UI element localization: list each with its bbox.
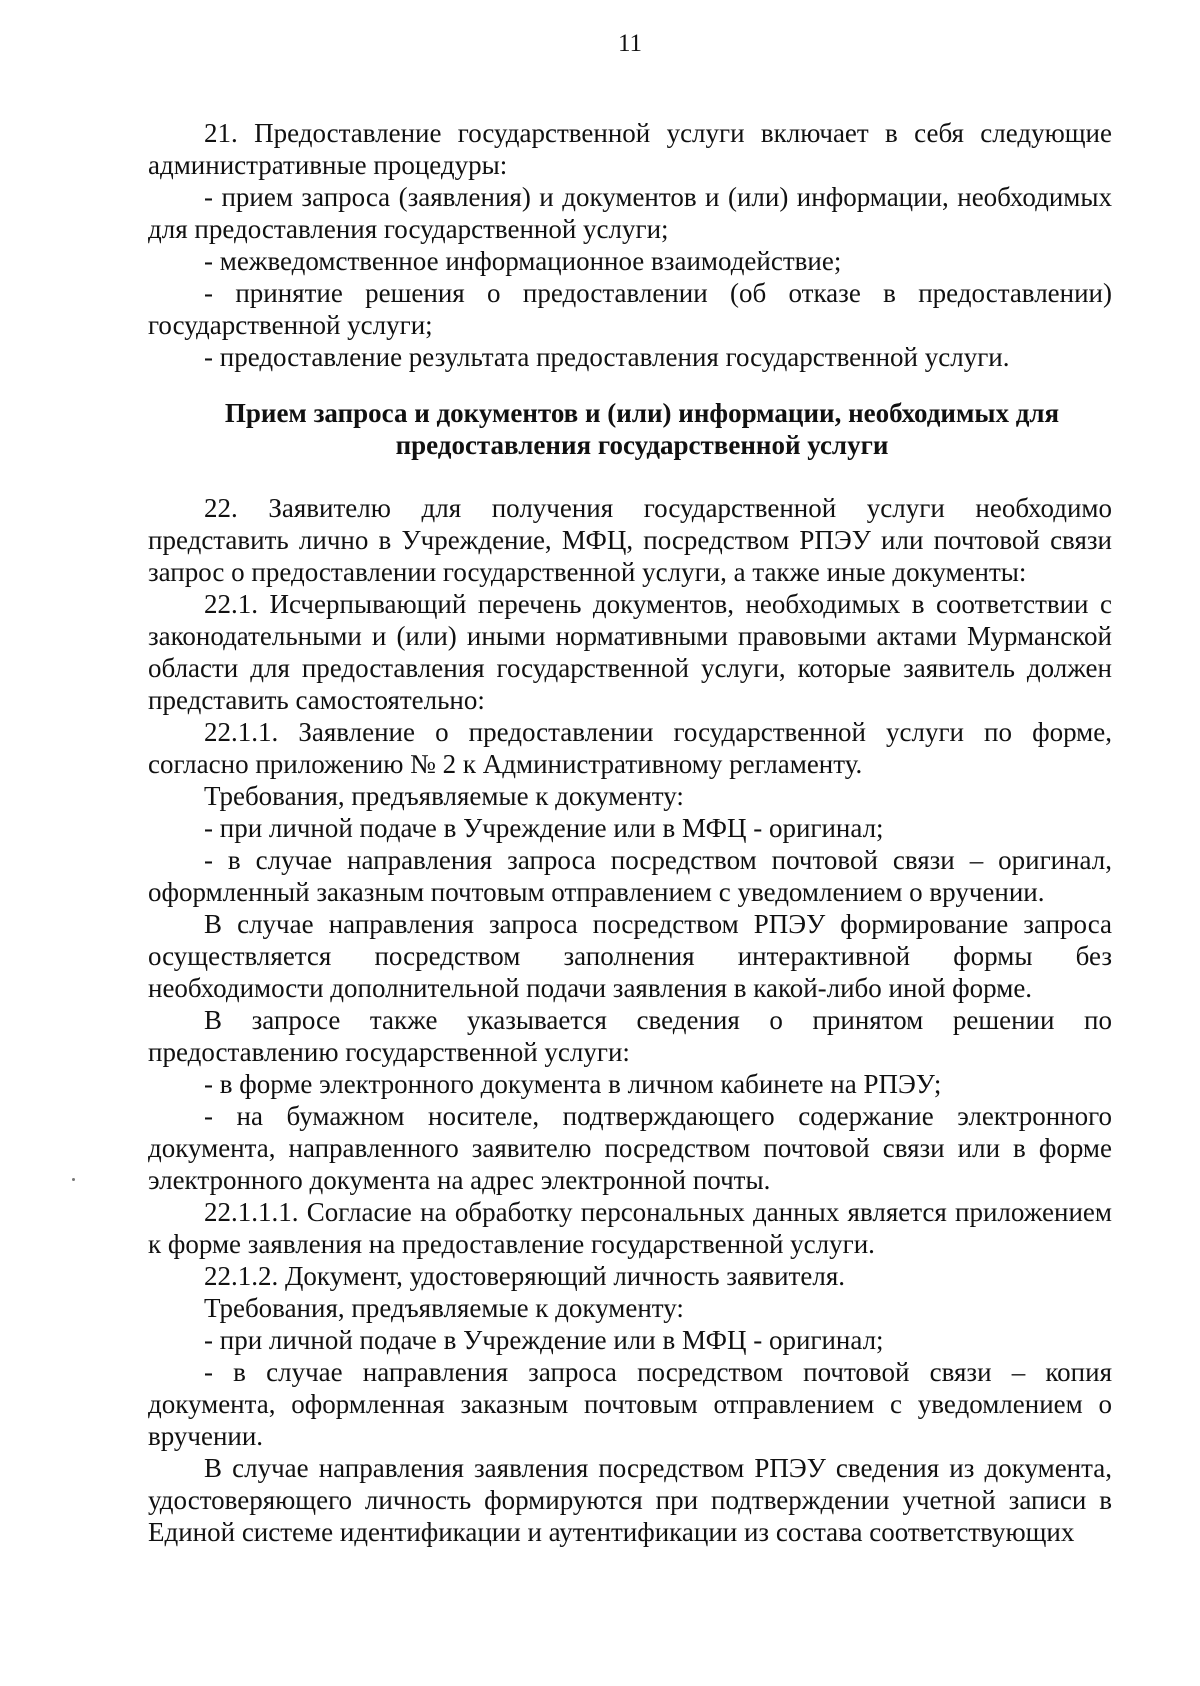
requirements-label-2: Требования, предъявляемые к документу:: [204, 1293, 684, 1323]
requirement-in-person: - при личной подаче в Учреждение или в МФЦ - оригинал;: [204, 813, 884, 843]
requirement-by-post: - в случае направления запроса посредством почтовой связи – оригинал, оформленный заказным почтовым отправлением с уведомлением о вручении.: [148, 845, 1112, 907]
paragraph-22-1-1-1: 22.1.1.1. Согласие на обработку персональных данных является приложением к форме заявления на предоставление государственной услуги.: [148, 1197, 1112, 1259]
paragraph-rpeu-identity: В случае направления заявления посредством РПЭУ сведения из документа, удостоверяющего личность формируются при подтверждении учетной записи в Единой системе идентификации и аутентификации из состава соответствующих: [148, 1453, 1112, 1547]
paragraph-decision-info: В запросе также указывается сведения о принятом решении по предоставлению государственной услуги:: [148, 1005, 1112, 1067]
requirement-by-post-2: - в случае направления запроса посредством почтовой связи – копия документа, оформленная заказным почтовым отправлением с уведомлением о вручении.: [148, 1357, 1112, 1451]
scan-speck: [72, 1178, 75, 1181]
list-item-intake: - прием запроса (заявления) и документов и (или) информации, необходимых для предоставления государственной услуги;: [148, 182, 1112, 244]
requirements-label: Требования, предъявляемые к документу:: [204, 781, 684, 811]
section-heading-line-2: предоставления государственной услуги: [395, 430, 889, 460]
list-item-interagency: - межведомственное информационное взаимодействие;: [204, 246, 842, 276]
decision-paper: - на бумажном носителе, подтверждающего содержание электронного документа, направленного заявителю посредством почтовой связи или в форме электронного документа на адрес электронной почты.: [148, 1101, 1112, 1195]
list-item-result: - предоставление результата предоставления государственной услуги.: [204, 342, 1010, 372]
paragraph-22-1-2: 22.1.2. Документ, удостоверяющий личность заявителя.: [204, 1261, 845, 1291]
paragraph-22: 22. Заявителю для получения государственной услуги необходимо представить лично в Учреждение, МФЦ, посредством РПЭУ или почтовой связи запрос о предоставлении государственной услуги, а также иные документы:: [148, 493, 1112, 587]
document-body: [148, 117, 1112, 1548]
section-heading-line-1: Прием запроса и документов и (или) информации, необходимых для: [224, 398, 1060, 428]
paragraph-21: 21. Предоставление государственной услуги включает в себя следующие административные процедуры:: [148, 118, 1112, 180]
paragraph-22-1: 22.1. Исчерпывающий перечень документов, необходимых в соответствии с законодательными и (или) иными нормативными правовыми актами Мурманской области для предоставления государственной услуги, которые заявитель должен представить самостоятельно:: [148, 589, 1112, 715]
page-number: 11: [617, 30, 643, 57]
list-item-decision: - принятие решения о предоставлении (об отказе в предоставлении) государственной услуги;: [148, 278, 1112, 340]
decision-electronic: - в форме электронного документа в личном кабинете на РПЭУ;: [204, 1069, 942, 1099]
paragraph-22-1-1: 22.1.1. Заявление о предоставлении государственной услуги по форме, согласно приложению № 2 к Административному регламенту.: [148, 717, 1112, 779]
paragraph-rpeu-form: В случае направления запроса посредством РПЭУ формирование запроса осуществляется посредством заполнения интерактивной формы без необходимости дополнительной подачи заявления в какой-либо иной форме.: [148, 909, 1112, 1003]
requirement-in-person-2: - при личной подаче в Учреждение или в МФЦ - оригинал;: [204, 1325, 884, 1355]
